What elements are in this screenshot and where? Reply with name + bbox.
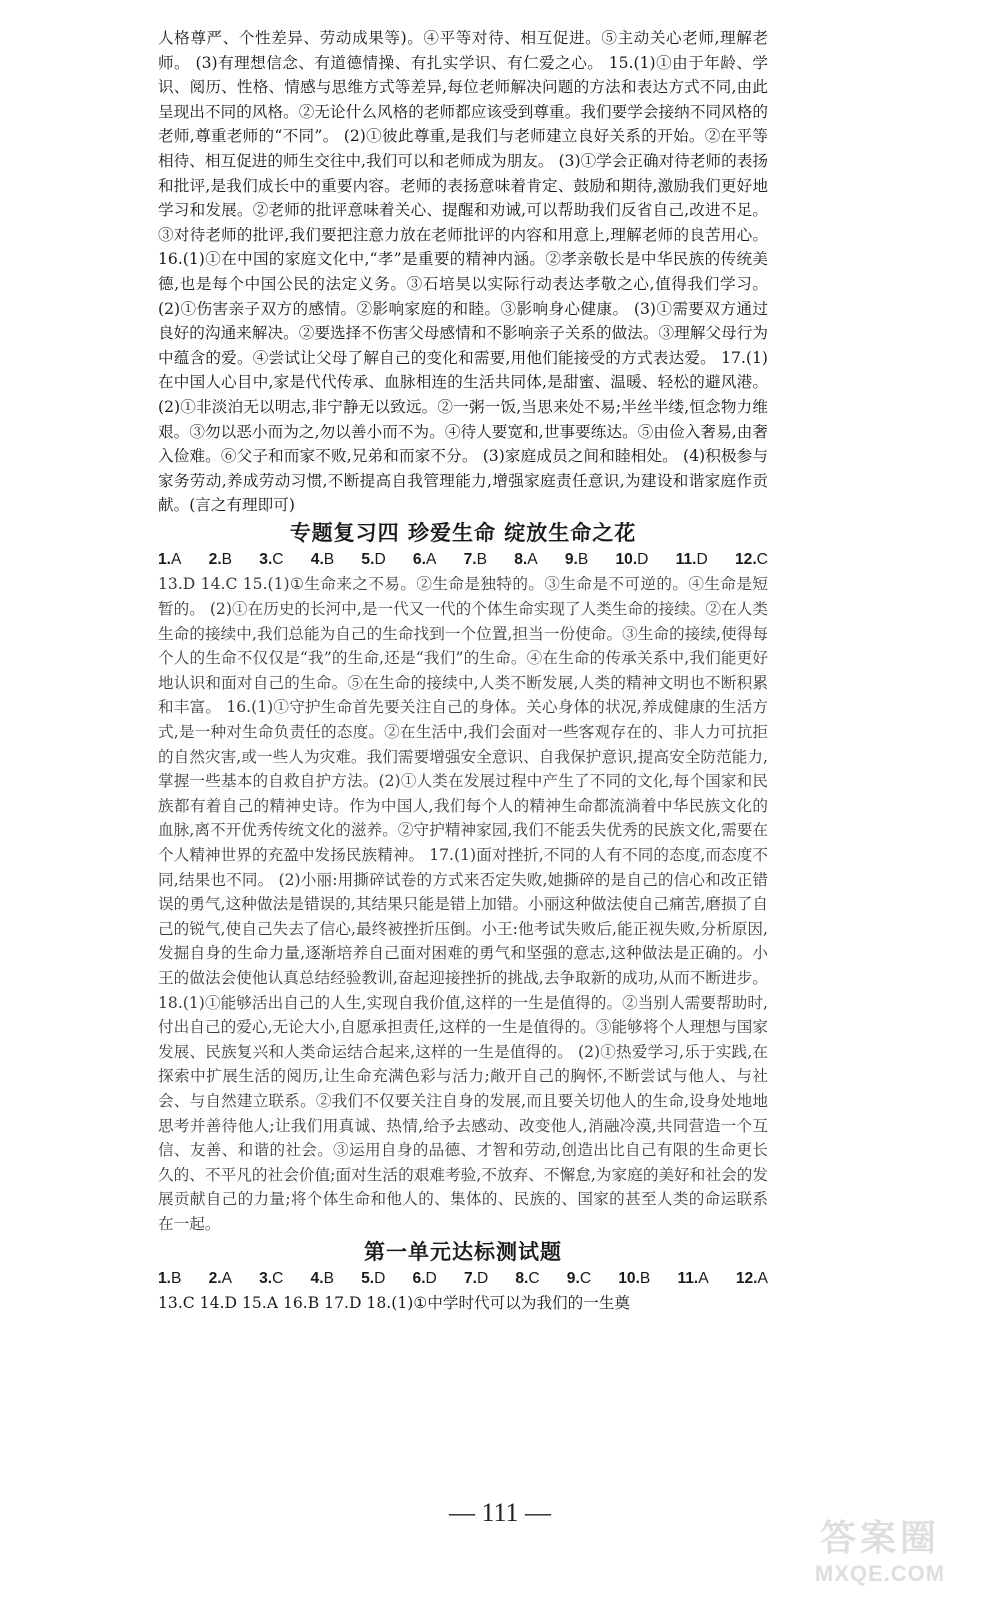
choice-answer: 5.D [361, 1269, 386, 1287]
page-number: — 111 — [448, 1498, 552, 1527]
choice-answer: 11.A [677, 1269, 709, 1287]
choice-answer: 3.C [259, 1269, 284, 1287]
answer-block-unit-review: 人格尊严、个性差异、劳动成果等)。④平等对待、相互促进。⑤主动关心老师,理解老师。 (3)有理想信念、有道德情操、有扎实学识、有仁爱之心。 15.(1)①由于年龄、学识、阅历、性格、情感与思维方式等差异,每位老师解决问题的方法和表达方式不同,由此呈现出不同的风格。②无论什么风格的老师都应该受到尊重。我们要学会接纳不同风格的老师,尊重老师的“不同”。 (2)①彼此尊重,是我们与老师建立良好关系的开始。②在平等相待、相互促进的师生交往中,我们可以和老师成为朋友。 (3)①学会正确对待老师的表扬和批评,是我们成长中的重要内容。老师的表扬意味着肯定、鼓励和期待,激励我们更好地学习和发展。②老师的批评意味着关心、提醒和劝诫,可以帮助我们反省自己,改进不足。③对待老师的批评,我们要把注意力放在老师批评的内容和用意上,理解老师的良苦用心。 16.(1)①在中国的家庭文化中,“孝”是重要的精神内涵。②孝亲敬长是中华民族的传统美德,也是每个中国公民的法定义务。③石培昊以实际行动表达孝敬之心,值得我们学习。 (2)①伤害亲子双方的感情。②影响家庭的和睦。③影响身心健康。 (3)①需要双方通过良好的沟通来解决。②要选择不伤害父母感情和不影响亲子关系的做法。③理解父母行为中蕴含的爱。④尝试让父母了解自己的变化和需要,用他们能接受的方式表达爱。 17.(1)在中国人心目中,家是代代传承、血脉相连的生活共同体,是甜蜜、温暖、轻松的避风港。 (2)①非淡泊无以明志,非宁静无以致远。②一粥一饭,当思来处不易;半丝半缕,恒念物力维艰。③勿以恶小而为之,勿以善小而不为。④待人要宽和,世事要练达。⑤由俭入奢易,由奢入俭难。⑥父子和而家不败,兄弟和而家不分。 (3)家庭成员之间和睦相处。 (4)积极参与家务劳动,养成劳动习惯,不断提高自我管理能力,增强家庭责任意识,为建设和谐家庭作贡献。(言之有理即可) [158, 29, 768, 515]
choice-answer: 1.A [158, 550, 182, 568]
choice-answers-review-4 [158, 548, 768, 573]
choice-answer: 1.B [158, 1269, 182, 1287]
choice-answer: 6.A [412, 550, 437, 568]
choice-answer: 3.C [259, 550, 284, 568]
choice-answer: 10.D [615, 550, 649, 568]
answer-block-unit-test: 13.C 14.D 15.A 16.B 17.D 18.(1)①中学时代可以为我们的一生奠 [158, 1294, 631, 1313]
choice-answer: 7.B [463, 550, 487, 568]
section-title-review-4: 专题复习四 珍爱生命 绽放生命之花 [289, 519, 637, 545]
choice-answer: 11.D [675, 550, 708, 568]
choice-answers-unit-test [158, 1267, 768, 1292]
choice-answer: 8.C [515, 1269, 540, 1287]
section-title-unit-test: 第一单元达标测试题 [364, 1238, 562, 1264]
choice-answer: 4.B [310, 550, 335, 568]
answer-page [158, 26, 768, 1316]
choice-answer: 12.A [735, 1269, 768, 1287]
choice-answer: 10.B [618, 1269, 651, 1287]
choice-answer: 12.C [734, 550, 768, 568]
choice-answer: 2.A [208, 1269, 232, 1287]
answer-block-review-4: 13.D 14.C 15.(1)①生命来之不易。②生命是独特的。③生命是不可逆的。④生命是短暂的。 (2)①在历史的长河中,是一代又一代的个体生命实现了人类生命的接续。②在人类生命的接续中,我们总能为自己的生命找到一个位置,担当一份使命。③生命的接续,使得每个人的生命不仅仅是“我”的生命,还是“我们”的生命。④在生命的传承关系中,我们能更好地认识和面对自己的生命。⑤在生命的接续中,人类不断发展,人类的精神文明也不断积累和丰富。 16.(1)①守护生命首先要关注自己的身体。关心身体的状况,养成健康的生活方式,是一种对生命负责任的态度。②在生活中,我们会面对一些客观存在的、非人力可抗拒的自然灾害,或一些人为灾难。我们需要增强安全意识、自我保护意识,提高安全防范能力,掌握一些基本的自救自护方法。(2)①人类在发展过程中产生了不同的文化,每个国家和民族都有着自己的精神史诗。作为中国人,我们每个人的精神生命都流淌着中华民族文化的血脉,离不开优秀传统文化的滋养。②守护精神家园,我们不能丢失优秀的民族文化,需要在个人精神世界的充盈中发扬民族精神。 17.(1)面对挫折,不同的人有不同的态度,而态度不同,结果也不同。 (2)小丽:用撕碎试卷的方式来否定失败,她撕碎的是自己的信心和改正错误的勇气,这种做法是错误的,其结果只能是错上加错。小丽这种做法使自己痛苦,磨损了自己的锐气,使自己失去了信心,最终被挫折压倒。小王:他考试失败后,能正视失败,分析原因,发掘自身的生命力量,逐渐培养自己面对困难的勇气和坚强的意志,这种做法是正确的。小王的做法会使他认真总结经验教训,奋起迎接挫折的挑战,去争取新的成功,从而不断进步。 18.(1)①能够活出自己的人生,实现自我价值,这样的一生是值得的。②当别人需要帮助时,付出自己的爱心,无论大小,自愿承担责任,这样的一生是值得的。③能够将个人理想与国家发展、民族复兴和人类命运结合起来,这样的一生是值得的。 (2)①热爱学习,乐于实践,在探索中扩展生活的阅历,让生命充满色彩与活力;敞开自己的胸怀,不断尝试与他人、与社会、与自然建立联系。②我们不仅要关注自身的发展,而且要关切他人的生命,设身处地地思考并善待他人;让我们用真诚、热情,给予去感动、改变他人,消融冷漠,共同营造一个互信、友善、和谐的社会。③运用自身的品德、才智和劳动,创造出比自己有限的生命更长久的、不平凡的社会价值;面对生活的艰难考验,不放弃、不懈怠,为家庭的美好和社会的发展贡献自己的力量;将个体生命和他人的、集体的、民族的、国家的甚至人类的命运联系在一起。 [158, 575, 768, 1233]
choice-answer: 9.C [566, 1269, 592, 1287]
choice-answer: 7.D [463, 1269, 489, 1287]
choice-answer: 2.B [208, 550, 233, 568]
choice-answer: 4.B [310, 1269, 334, 1287]
watermark-bottom-text: MXQE.COM [814, 1561, 946, 1586]
choice-answer: 8.A [514, 550, 538, 568]
watermark-top-text: 答案圈 [819, 1517, 940, 1558]
site-watermark-logo [780, 1510, 980, 1586]
choice-answer: 5.D [361, 550, 386, 568]
choice-answer: 6.D [412, 1269, 437, 1287]
choice-answer: 9.B [564, 550, 589, 568]
